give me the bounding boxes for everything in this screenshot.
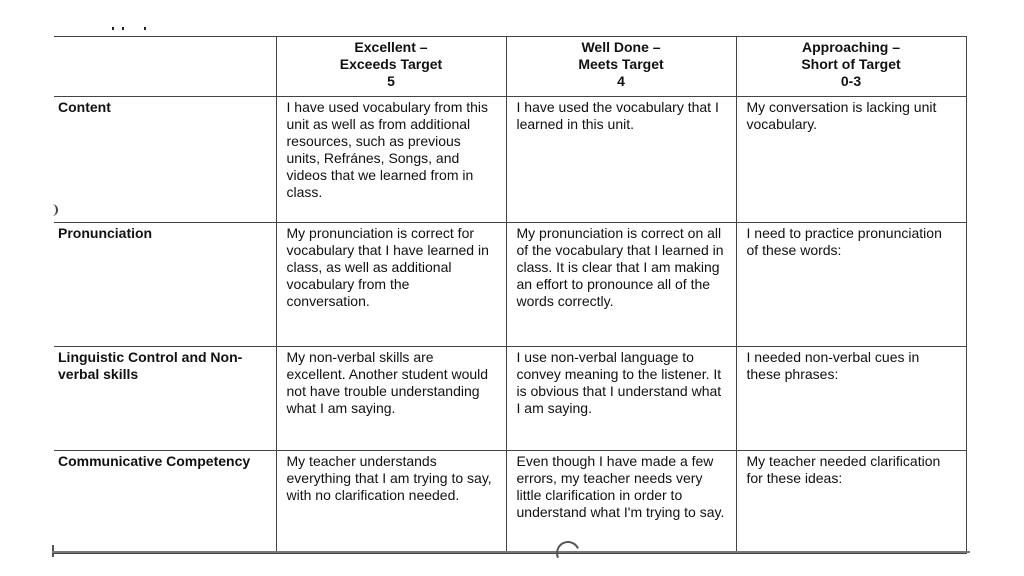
header-excellent-line2: Exceeds Target	[339, 56, 443, 72]
header-approaching-line1: Approaching –	[801, 39, 900, 55]
table-row	[54, 223, 966, 347]
header-excellent	[276, 37, 506, 97]
approaching-cell: My conversation is lacking unit vocabulary.	[736, 97, 966, 223]
criterion-cell: Communicative Competency	[54, 451, 276, 554]
excellent-cell: My teacher understands everything that I am trying to say, with no clarification needed.	[276, 451, 506, 554]
criterion-cell: Pronunciation	[54, 223, 276, 347]
excellent-cell: My non-verbal skills are excellent. Another student would not have trouble understanding what I am saying.	[276, 347, 506, 451]
criterion-cell: Linguistic Control and Non-verbal skills	[54, 347, 276, 451]
approaching-cell: I needed non-verbal cues in these phrases:	[736, 347, 966, 451]
criterion-cell: Content	[54, 97, 276, 223]
header-well-done	[506, 37, 736, 97]
ruler-tick	[144, 27, 146, 30]
header-row	[54, 37, 966, 97]
ruler-tick	[122, 27, 124, 30]
rubric-table	[54, 36, 967, 554]
well-done-cell: I use non-verbal language to convey meaning to the listener. It is obvious that I understand what I am saying.	[506, 347, 736, 451]
header-approaching-score: 0-3	[840, 73, 862, 89]
ruler-tick	[112, 27, 114, 30]
table-row	[54, 451, 966, 554]
excellent-cell: My pronunciation is correct for vocabulary that I have learned in class, as well as additional vocabulary from the conversation.	[276, 223, 506, 347]
excellent-cell: I have used vocabulary from this unit as well as from additional resources, such as previous units, Refránes, Songs, and videos that we learned from in class.	[276, 97, 506, 223]
header-well-done-score: 4	[617, 73, 625, 89]
table-row	[54, 347, 966, 451]
header-well-done-line1: Well Done –	[581, 39, 661, 55]
approaching-cell: I need to practice pronunciation of these words:	[736, 223, 966, 347]
approaching-cell: My teacher needed clarification for these ideas:	[736, 451, 966, 554]
header-approaching-line2: Short of Target	[801, 56, 901, 72]
header-excellent-score: 5	[387, 73, 395, 89]
header-approaching	[736, 37, 966, 97]
bottom-ruler-line	[52, 551, 970, 553]
header-well-done-line2: Meets Target	[578, 56, 664, 72]
well-done-cell: I have used the vocabulary that I learned in this unit.	[506, 97, 736, 223]
well-done-cell: My pronunciation is correct on all of the vocabulary that I learned in class. It is clear that I am making an effort to pronounce all of the words correctly.	[506, 223, 736, 347]
table-row	[54, 97, 966, 223]
header-excellent-line1: Excellent –	[354, 39, 428, 55]
top-ruler	[54, 27, 159, 35]
well-done-cell: Even though I have made a few errors, my teacher needs very little clarification in order to understand what I'm trying to say.	[506, 451, 736, 554]
header-blank-cell	[54, 37, 276, 97]
